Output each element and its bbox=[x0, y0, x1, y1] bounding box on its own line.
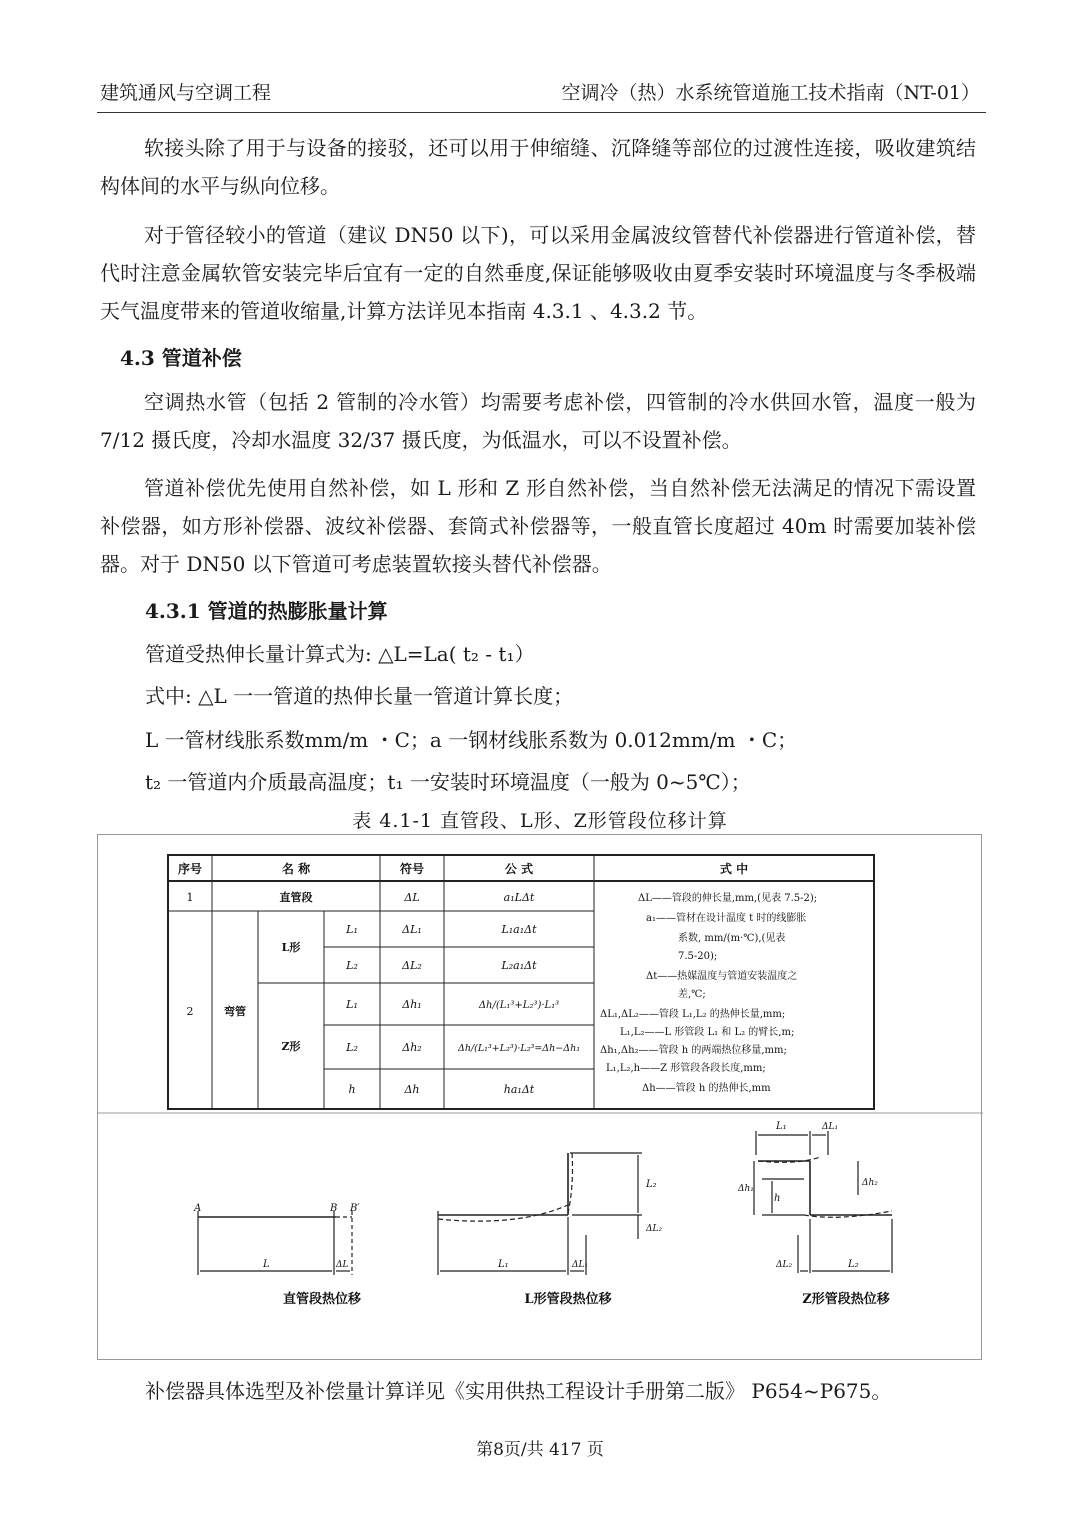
label-l2: L₂ bbox=[646, 1179, 657, 1190]
displacement-table-figure bbox=[98, 835, 983, 1361]
table-note: L₁,L₂——L 形管段 L₁ 和 L₂ 的臂长,m; bbox=[620, 1027, 795, 1038]
table-header-no: 序号 bbox=[177, 862, 203, 876]
table-header-notes: 式 中 bbox=[719, 862, 749, 876]
table-caption: 表 4.1-1 直管段、L形、Z形管段位移计算 bbox=[352, 810, 728, 832]
label-a: A bbox=[194, 1203, 202, 1214]
table-note: 差,℃; bbox=[678, 989, 706, 1000]
table-cell: Δh/(L₁³+L₂³)·L₁³ bbox=[478, 1000, 560, 1011]
figure-box bbox=[97, 834, 982, 1360]
label-z-delta-l1: ΔL₁ bbox=[822, 1122, 839, 1132]
label-z-delta-h2: Δh₂ bbox=[862, 1178, 878, 1188]
table-cell: L₂a₁Δt bbox=[501, 959, 537, 972]
table-cell: 弯管 bbox=[224, 1005, 246, 1018]
table-cell: ΔL₂ bbox=[402, 959, 422, 972]
straight-pipe-diagram bbox=[198, 1211, 352, 1275]
table-note: Δt——热媒温度与管道安装温度之 bbox=[646, 971, 798, 982]
label-z-h: h bbox=[774, 1193, 781, 1204]
section-heading-4-3-1: 4.3.1 管道的热膨胀量计算 bbox=[145, 599, 388, 623]
l-shape-caption: L形管段热位移 bbox=[524, 1292, 612, 1307]
table-cell: ΔL bbox=[404, 891, 420, 904]
label-delta-l1: ΔL₁ bbox=[572, 1260, 589, 1270]
header-document-category: 建筑通风与空调工程 bbox=[100, 82, 272, 104]
table-note: ΔL₁,ΔL₂——管段 L₁,L₂ 的热伸长量,mm; bbox=[600, 1009, 786, 1020]
table-note: Δh₁,Δh₂——管段 h 的两端热位移量,mm; bbox=[600, 1045, 787, 1056]
label-delta-l2: ΔL₂ bbox=[646, 1224, 663, 1234]
label-z-delta-h1: Δh₁ bbox=[738, 1184, 754, 1194]
table-note: a₁——管材在设计温度 t 时的线膨胀 bbox=[646, 913, 807, 924]
label-z-l1: L₁ bbox=[776, 1121, 787, 1132]
reference-note: 补偿器具体选型及补偿量计算详见《实用供热工程设计手册第二版》 P654~P675。 bbox=[145, 1379, 892, 1403]
table-cell: Δh₂ bbox=[402, 1041, 422, 1054]
header-document-title: 空调冷（热）水系统管道施工技术指南（NT-01） bbox=[561, 82, 980, 104]
label-delta-l: ΔL bbox=[336, 1260, 349, 1270]
table-cell: ha₁Δt bbox=[503, 1083, 535, 1096]
table-cell: Z形 bbox=[281, 1040, 301, 1053]
table-note: Δh——管段 h 的热伸长,mm bbox=[642, 1083, 771, 1094]
table-note: 7.5-20); bbox=[678, 951, 718, 962]
table-cell: Δh bbox=[404, 1083, 420, 1096]
table-cell: 1 bbox=[186, 891, 194, 904]
section-heading-4-3: 4.3 管道补偿 bbox=[120, 346, 242, 370]
table-note: ΔL——管段的伸长量,mm,(见表 7.5-2); bbox=[638, 893, 818, 904]
header-divider bbox=[97, 112, 986, 113]
label-l1: L₁ bbox=[498, 1259, 509, 1270]
formula-line: 管道受热伸长量计算式为: △L=La( t₂ - t₁） bbox=[145, 642, 535, 666]
paragraph-soft-joint: 软接头除了用于与设备的接驳，还可以用于伸缩缝、沉降缝等部位的过渡性连接，吸收建筑结构体间的水平与纵向位移。 bbox=[100, 136, 976, 198]
table-cell: L₁a₁Δt bbox=[501, 923, 537, 936]
paragraph-hot-water-compensation: 空调热水管（包括 2 管制的冷水管）均需要考虑补偿，四管制的冷水供回水管，温度一般为 7/12 摄氏度，冷却水温度 32/37 摄氏度，为低温水，可以不设置补偿。 bbox=[100, 390, 976, 452]
formula-definition-3: t₂ 一管道内介质最高温度；t₁ 一安装时环境温度（一般为 0~5℃）； bbox=[145, 770, 751, 794]
z-shape-caption: Z形管段热位移 bbox=[802, 1292, 890, 1307]
paragraph-natural-compensation: 管道补偿优先使用自然补偿，如 L 形和 Z 形自然补偿，当自然补偿无法满足的情况下需设置补偿器，如方形补偿器、波纹补偿器、套筒式补偿器等，一般直管长度超过 40m 时需要加装补偿器。对于 DN50 以下管道可考虑装置软接头替代补偿器。 bbox=[100, 476, 976, 576]
l-shape-diagram bbox=[438, 1153, 642, 1275]
table-note: 系数, mm/(m·℃),(见表 bbox=[678, 933, 786, 944]
table-cell: ΔL₁ bbox=[402, 923, 422, 936]
table-cell: 2 bbox=[186, 1005, 194, 1018]
paragraph-small-pipe: 对于管径较小的管道（建议 DN50 以下)，可以采用金属波纹管替代补偿器进行管道补偿，替代时注意金属软管安装完毕后宜有一定的自然垂度,保证能够吸收由夏季安装时环境温度与冬季极端天气温度带来的管道收缩量,计算方法详见本指南 4.3.1 、4.3.2 节。 bbox=[100, 223, 976, 323]
label-z-l2: L₂ bbox=[848, 1259, 859, 1270]
formula-definition-2: L 一管材线胀系数mm/m ・C；a 一钢材线胀系数为 0.012mm/m ・C； bbox=[145, 728, 798, 752]
table-cell: h bbox=[348, 1083, 356, 1096]
table-cell: Δh₁ bbox=[402, 998, 422, 1011]
table-cell: L₂ bbox=[346, 959, 358, 972]
label-l: L bbox=[263, 1259, 270, 1270]
label-z-delta-l2: ΔL₂ bbox=[776, 1260, 793, 1270]
table-header-name: 名 称 bbox=[281, 862, 311, 876]
label-b-prime: B′ bbox=[350, 1203, 360, 1214]
table-note: L₁,L₂,h——Z 形管段各段长度,mm; bbox=[606, 1063, 766, 1074]
table-header-formula: 公 式 bbox=[504, 862, 534, 876]
page-number: 第8页/共 417 页 bbox=[476, 1440, 604, 1460]
table-cell: L₁ bbox=[346, 998, 358, 1011]
table-cell: L形 bbox=[281, 941, 301, 954]
table-cell: Δh/(L₁³+L₂³)·L₂³=Δh−Δh₁ bbox=[457, 1043, 581, 1054]
table-header-symbol: 符号 bbox=[399, 862, 425, 876]
straight-pipe-caption: 直管段热位移 bbox=[282, 1292, 362, 1307]
formula-definition-1: 式中: △L 一一管道的热伸长量一管道计算长度； bbox=[145, 684, 574, 708]
table-cell: L₁ bbox=[346, 923, 358, 936]
label-b: B bbox=[330, 1203, 338, 1214]
table-cell: 直管段 bbox=[279, 891, 313, 904]
table-cell: a₁LΔt bbox=[503, 891, 535, 904]
table-cell: L₂ bbox=[346, 1041, 358, 1054]
